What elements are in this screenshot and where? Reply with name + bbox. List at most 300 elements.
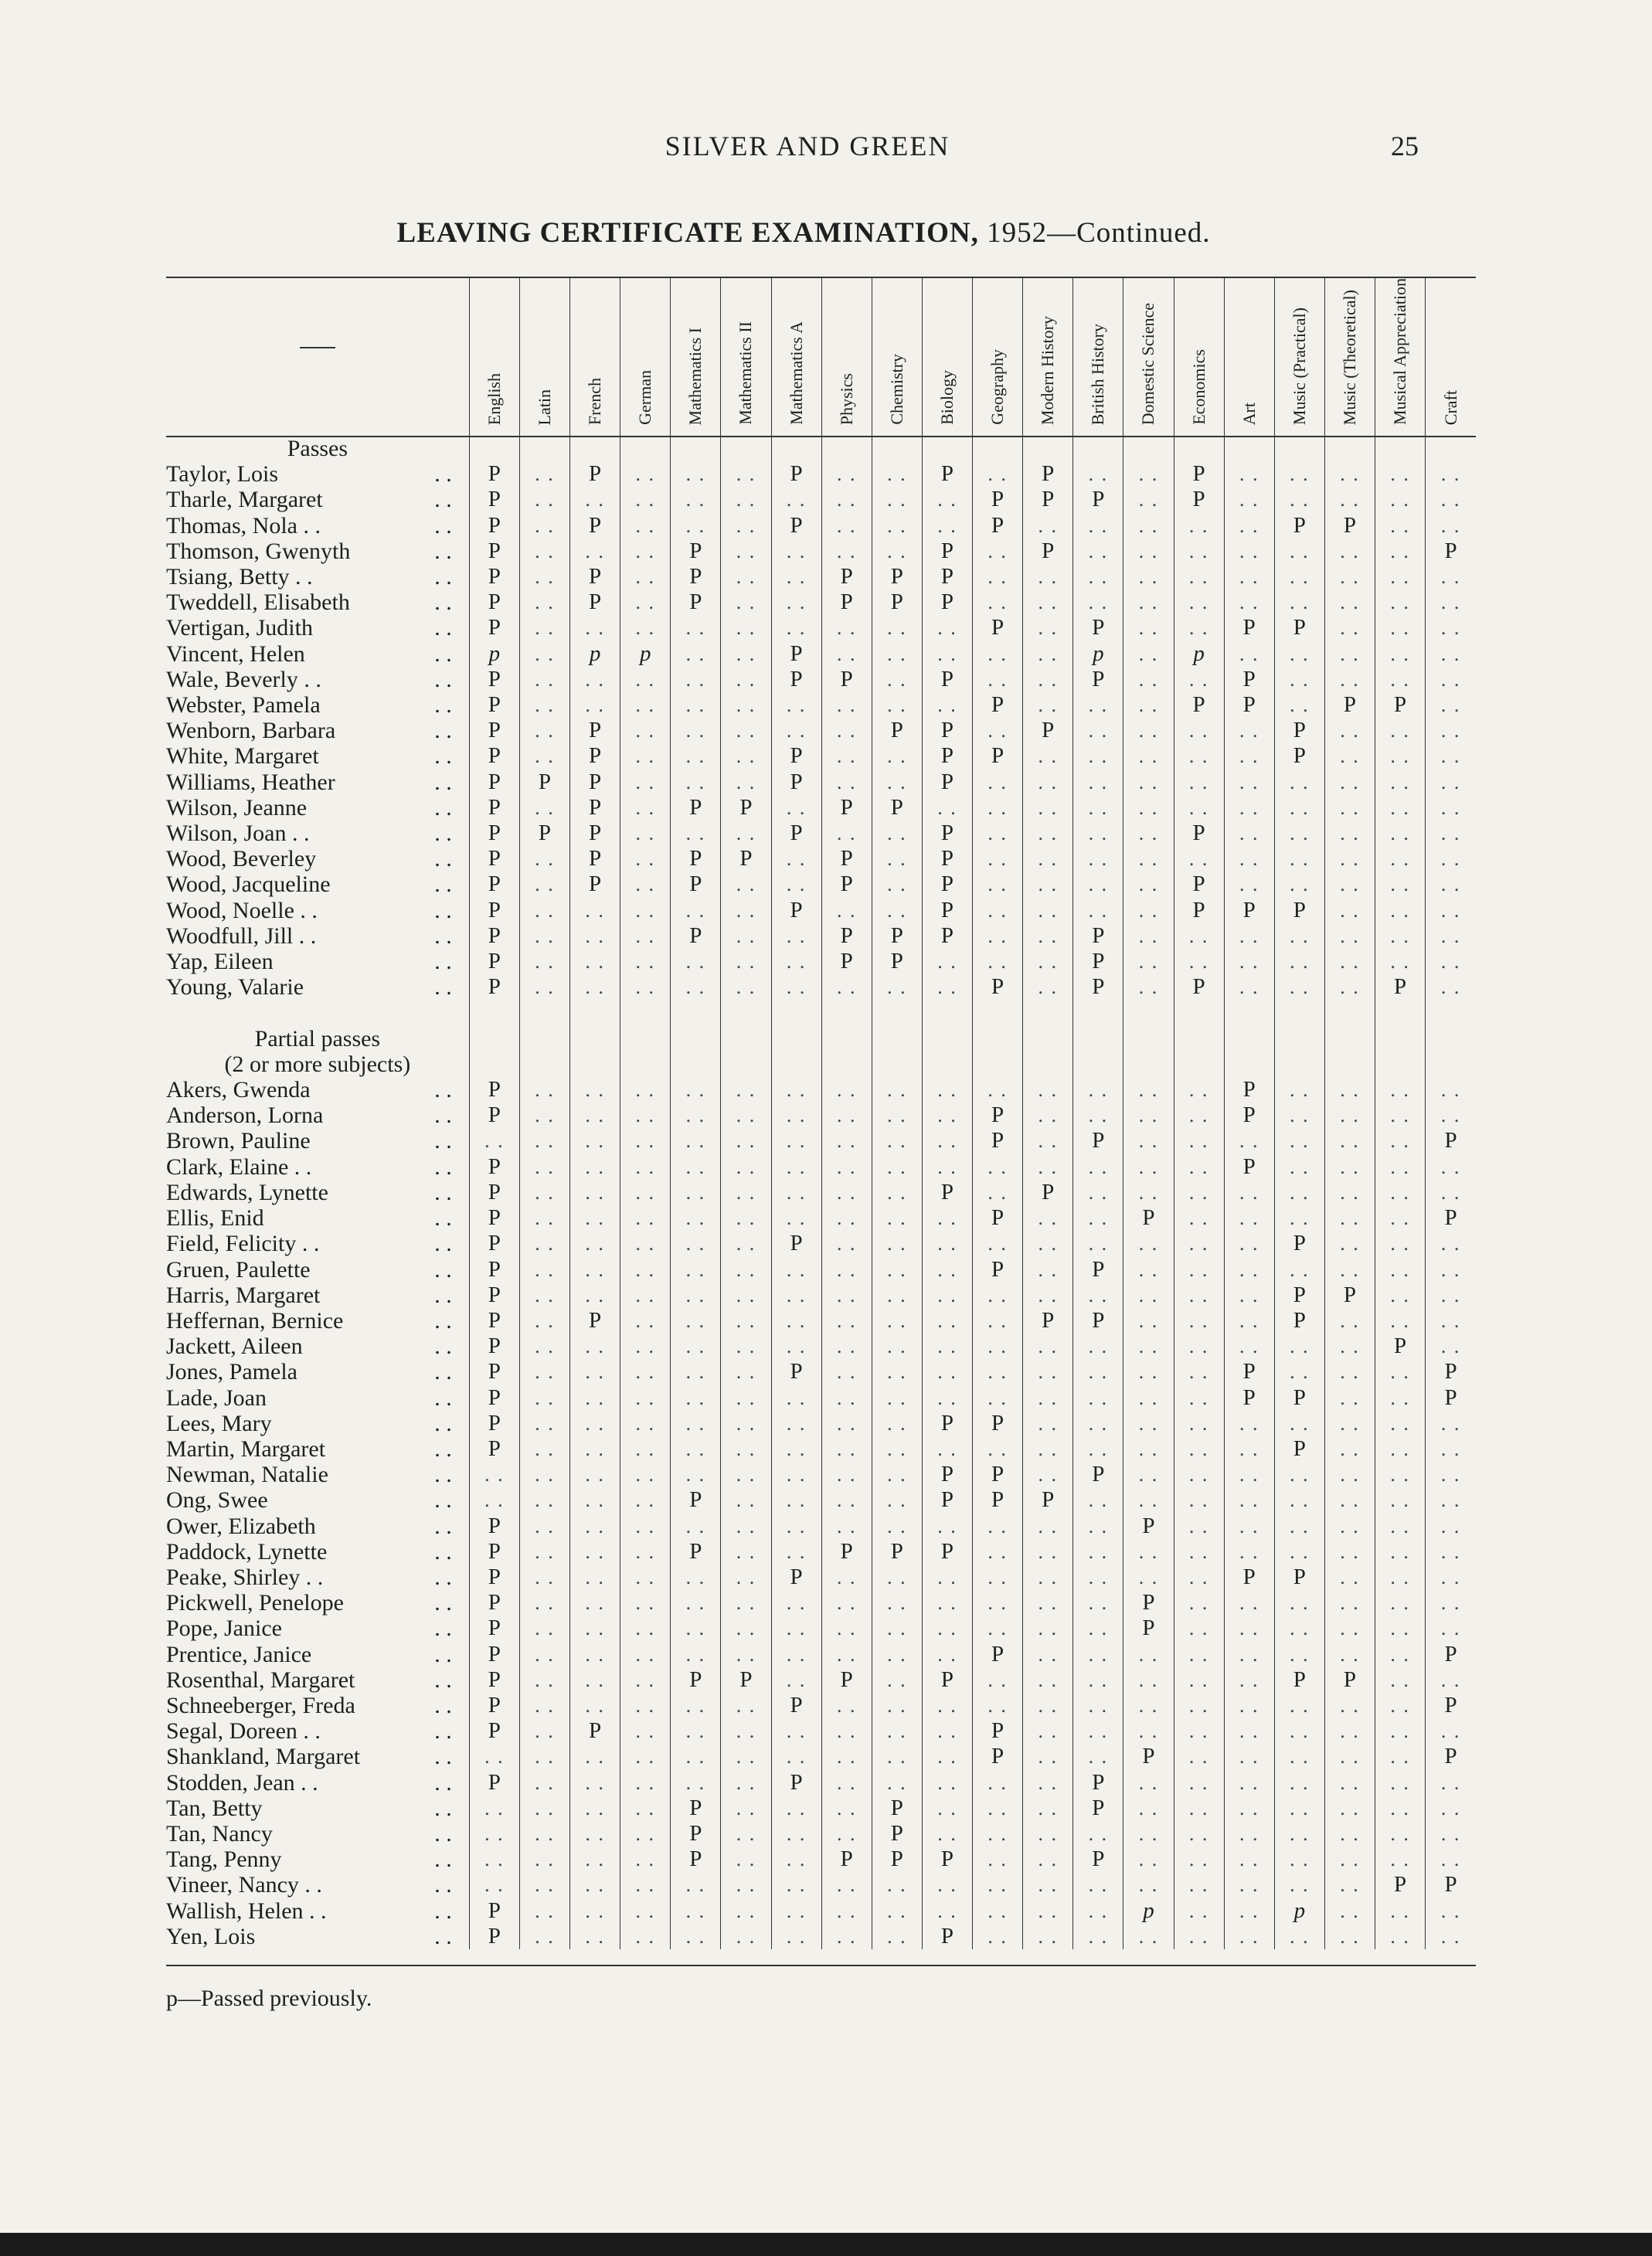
empty-leader: . . [685, 1617, 706, 1640]
result-cell [469, 1128, 519, 1153]
student-name: Ellis, Enid [166, 1205, 264, 1232]
pass-mark: P [940, 1179, 953, 1204]
result-cell [1324, 743, 1375, 769]
empty-leader: . . [535, 1565, 555, 1588]
result-cell [973, 743, 1023, 769]
empty-leader: . . [1290, 1207, 1310, 1230]
empty-leader: . . [1290, 1079, 1310, 1102]
empty-leader: . . [836, 1771, 857, 1794]
empty-leader: . . [1188, 1386, 1209, 1409]
result-cell [973, 871, 1023, 897]
result-cell [922, 692, 972, 718]
result-cell [1375, 1796, 1426, 1821]
result-cell [973, 1539, 1023, 1565]
result-cell [469, 1154, 519, 1180]
empty-leader: . . [635, 566, 655, 589]
empty-leader: . . [535, 1694, 555, 1717]
empty-leader: . . [1088, 1822, 1109, 1845]
scan-edge [0, 2233, 1652, 2256]
result-cell [519, 564, 569, 589]
result-cell [620, 1487, 671, 1513]
result-cell [1274, 1565, 1324, 1590]
empty-leader: . . [937, 1361, 957, 1384]
student-name: Segal, Doreen . . [166, 1718, 321, 1745]
empty-leader: . . [1390, 642, 1410, 665]
empty-leader: . . [1038, 1335, 1058, 1358]
name-leader: . . [434, 718, 452, 744]
result-cell [1123, 795, 1174, 821]
empty-leader: . . [786, 796, 807, 819]
subject-header [721, 277, 771, 436]
page-number: 25 [1391, 131, 1419, 161]
result-cell [922, 1616, 972, 1641]
empty-leader: . . [1390, 1745, 1410, 1768]
result-cell [1324, 1231, 1375, 1256]
results-table-container [166, 277, 1476, 1976]
empty-leader: . . [937, 617, 957, 640]
result-cell [570, 1693, 620, 1718]
result-cell [1174, 1693, 1224, 1718]
subject-label: Chemistry [886, 354, 906, 425]
pass-mark: P [840, 794, 853, 820]
student-name: Tharle, Margaret [166, 487, 323, 513]
result-cell [469, 898, 519, 923]
result-cell [1224, 1334, 1274, 1359]
result-cell [821, 1693, 872, 1718]
empty-leader: . . [836, 1437, 857, 1460]
empty-leader: . . [535, 642, 555, 665]
result-cell [1023, 1103, 1073, 1128]
empty-leader: . . [1138, 539, 1159, 562]
result-cell [1123, 1334, 1174, 1359]
result-cell [872, 1514, 922, 1539]
result-cell [922, 1462, 972, 1487]
empty-leader: . . [786, 1925, 807, 1948]
result-cell [1375, 923, 1426, 949]
empty-leader: . . [1340, 976, 1360, 999]
result-cell [1123, 1821, 1174, 1847]
result-cell [1426, 1796, 1476, 1821]
empty-leader: . . [1138, 1463, 1159, 1486]
empty-leader: . . [987, 591, 1008, 614]
empty-leader: . . [736, 1335, 756, 1358]
result-cell [973, 846, 1023, 871]
pass-mark: P [1293, 615, 1306, 640]
student-name: Tan, Betty [166, 1795, 263, 1821]
result-cell [620, 1411, 671, 1436]
result-cell [1224, 1898, 1274, 1924]
empty-leader: . . [887, 617, 907, 640]
result-cell [570, 1744, 620, 1769]
result-cell [1324, 1898, 1375, 1924]
empty-leader: . . [1239, 1745, 1259, 1768]
result-cell [1174, 1128, 1224, 1153]
empty-leader: . . [937, 1079, 957, 1102]
result-cell [570, 718, 620, 743]
empty-leader: . . [685, 1592, 706, 1615]
result-cell [1324, 1821, 1375, 1847]
pass-mark: P [991, 1410, 1004, 1435]
empty-leader: . . [836, 899, 857, 922]
empty-leader: . . [1290, 1514, 1310, 1537]
result-cell [1324, 641, 1375, 667]
result-cell [570, 1436, 620, 1462]
result-cell [1375, 1642, 1426, 1667]
result-cell [1274, 487, 1324, 512]
name-column-header [166, 277, 469, 436]
result-cell [1324, 949, 1375, 974]
empty-leader: . . [484, 1848, 505, 1871]
student-name: Brown, Pauline [166, 1128, 311, 1154]
empty-leader: . . [987, 1079, 1008, 1102]
result-cell [570, 1924, 620, 1949]
result-cell [821, 1154, 872, 1180]
result-cell [570, 1616, 620, 1641]
empty-leader: . . [1188, 1079, 1209, 1102]
empty-leader: . . [1038, 1155, 1058, 1178]
empty-leader: . . [1340, 1514, 1360, 1537]
result-cell [1224, 1744, 1274, 1769]
result-cell [1123, 1744, 1174, 1769]
result-cell [1123, 1718, 1174, 1744]
result-cell [570, 1308, 620, 1334]
result-cell [1174, 1796, 1224, 1821]
result-cell [973, 1924, 1023, 1949]
empty-leader: . . [585, 899, 605, 922]
empty-leader: . . [1290, 1694, 1310, 1717]
empty-leader: . . [685, 1335, 706, 1358]
result-cell [1073, 1359, 1123, 1385]
student-name: Field, Felicity . . [166, 1231, 320, 1257]
pass-mark: P [840, 949, 853, 974]
result-cell [1274, 1283, 1324, 1308]
student-name: Wilson, Joan . . [166, 821, 310, 847]
empty-leader: . . [585, 1668, 605, 1691]
result-cell [519, 974, 569, 1000]
result-cell [620, 1462, 671, 1487]
empty-leader: . . [1440, 1489, 1461, 1512]
result-cell [671, 692, 721, 718]
result-cell [1426, 1718, 1476, 1744]
result-cell [1123, 564, 1174, 589]
subject-label: Musical Appreciation [1390, 277, 1410, 425]
result-cell [872, 1334, 922, 1359]
empty-leader: . . [1188, 1643, 1209, 1666]
empty-leader: . . [1138, 488, 1159, 511]
empty-leader: . . [937, 950, 957, 973]
empty-leader: . . [1340, 1720, 1360, 1743]
student-name-cell [166, 1385, 469, 1411]
empty-leader: . . [1390, 566, 1410, 589]
empty-leader: . . [887, 1874, 907, 1897]
result-cell [1073, 1334, 1123, 1359]
result-cell [1023, 1770, 1073, 1796]
result-cell [1123, 1616, 1174, 1641]
subject-header [1123, 277, 1174, 436]
pass-mark: P [1192, 871, 1205, 897]
result-cell [1274, 1128, 1324, 1153]
empty-leader: . . [685, 1079, 706, 1102]
result-cell [1073, 1565, 1123, 1590]
pass-mark: P [1444, 1385, 1457, 1410]
empty-leader: . . [1088, 1079, 1109, 1102]
pass-mark: P [1242, 692, 1256, 718]
result-cell [1426, 1693, 1476, 1718]
result-cell [1375, 1257, 1426, 1283]
pass-mark: P [991, 1462, 1004, 1487]
pass-mark: P [1293, 512, 1306, 538]
empty-leader: . . [1440, 976, 1461, 999]
empty-leader: . . [1239, 770, 1259, 793]
empty-leader: . . [1088, 1565, 1109, 1588]
result-cell [1174, 1924, 1224, 1949]
empty-leader: . . [1440, 668, 1461, 691]
result-cell [1023, 513, 1073, 539]
empty-leader: . . [786, 1155, 807, 1178]
result-cell [1073, 795, 1123, 821]
name-leader: . . [434, 666, 452, 692]
empty-leader: . . [1138, 1079, 1159, 1102]
empty-leader: . . [1340, 1412, 1360, 1435]
result-cell [519, 1924, 569, 1949]
empty-leader: . . [535, 1232, 555, 1255]
name-leader: . . [434, 487, 452, 513]
result-cell [1274, 923, 1324, 949]
result-cell [1023, 615, 1073, 640]
pass-mark: P [840, 871, 853, 897]
result-cell [1023, 1308, 1073, 1334]
empty-leader: . . [635, 770, 655, 793]
result-cell [1375, 1487, 1426, 1513]
result-cell [469, 513, 519, 539]
student-name-cell [166, 795, 469, 821]
empty-leader: . . [1440, 1592, 1461, 1615]
result-cell [771, 1821, 821, 1847]
empty-leader: . . [1340, 539, 1360, 562]
empty-leader: . . [937, 1899, 957, 1922]
empty-leader: . . [1440, 514, 1461, 537]
pass-mark: P [488, 1769, 501, 1795]
name-leader: . . [434, 1487, 452, 1514]
result-cell [620, 1205, 671, 1231]
result-cell [570, 1205, 620, 1231]
result-cell [1023, 1539, 1073, 1565]
result-cell [1324, 1847, 1375, 1872]
result-cell [1174, 1077, 1224, 1103]
result-cell [721, 1796, 771, 1821]
result-cell [1224, 949, 1274, 974]
empty-leader: . . [1390, 1565, 1410, 1588]
student-name-cell [166, 1103, 469, 1128]
empty-leader: . . [535, 668, 555, 691]
empty-leader: . . [635, 950, 655, 973]
result-cell [1426, 1128, 1476, 1153]
student-name: Schneeberger, Freda [166, 1692, 355, 1718]
empty-leader: . . [836, 770, 857, 793]
result-cell [1274, 1411, 1324, 1436]
result-cell [570, 846, 620, 871]
result-cell [519, 1514, 569, 1539]
empty-leader: . . [685, 488, 706, 511]
empty-leader: . . [1138, 1258, 1159, 1281]
result-cell [872, 461, 922, 487]
pass-mark: P [1444, 1128, 1457, 1153]
result-cell [771, 1103, 821, 1128]
subject-label: Mathematics A [786, 321, 806, 425]
result-cell [620, 461, 671, 487]
empty-leader: . . [1239, 463, 1259, 486]
result-cell [721, 1462, 771, 1487]
result-cell [671, 1616, 721, 1641]
result-cell [1324, 1257, 1375, 1283]
empty-leader: . . [1138, 1283, 1159, 1306]
empty-leader: . . [1038, 642, 1058, 665]
empty-leader: . . [887, 1617, 907, 1640]
name-leader: . . [434, 1307, 452, 1334]
empty-leader: . . [1390, 770, 1410, 793]
result-cell [1123, 615, 1174, 640]
empty-leader: . . [1340, 1309, 1360, 1332]
pass-mark: P [940, 871, 953, 897]
result-cell [519, 1872, 569, 1898]
result-cell [1375, 1077, 1426, 1103]
pass-mark: P [488, 922, 501, 948]
result-cell [1375, 1154, 1426, 1180]
pass-mark: P [689, 538, 702, 563]
empty-leader: . . [535, 1643, 555, 1666]
student-row [166, 1180, 1476, 1205]
empty-leader: . . [685, 1437, 706, 1460]
name-leader: . . [434, 1641, 452, 1667]
empty-leader: . . [1239, 1848, 1259, 1871]
result-cell [771, 1693, 821, 1718]
empty-leader: . . [1038, 1104, 1058, 1127]
result-cell [570, 564, 620, 589]
empty-leader: . . [786, 1617, 807, 1640]
empty-leader: . . [1390, 1079, 1410, 1102]
result-cell [570, 1718, 620, 1744]
empty-leader: . . [1138, 976, 1159, 999]
student-name: Lade, Joan [166, 1385, 267, 1411]
empty-leader: . . [1340, 617, 1360, 640]
result-cell [973, 589, 1023, 615]
result-cell [469, 1847, 519, 1872]
result-cell [671, 1257, 721, 1283]
result-cell [872, 641, 922, 667]
result-cell [620, 692, 671, 718]
result-cell [620, 1718, 671, 1744]
result-cell [721, 513, 771, 539]
result-cell [973, 1154, 1023, 1180]
result-cell [1426, 1565, 1476, 1590]
result-cell [1123, 846, 1174, 871]
result-cell [519, 1642, 569, 1667]
result-cell [671, 1565, 721, 1590]
empty-leader: . . [836, 822, 857, 845]
result-cell [469, 1872, 519, 1898]
empty-leader: . . [1088, 1361, 1109, 1384]
subject-header [1324, 277, 1375, 436]
empty-leader: . . [1440, 1771, 1461, 1794]
empty-leader: . . [836, 1232, 857, 1255]
result-cell [1023, 1796, 1073, 1821]
empty-leader: . . [1188, 1617, 1209, 1640]
result-cell [771, 1257, 821, 1283]
result-cell [1023, 487, 1073, 512]
empty-leader: . . [736, 1771, 756, 1794]
empty-leader: . . [1440, 822, 1461, 845]
subject-label: British History [1088, 323, 1108, 425]
result-cell [1073, 1718, 1123, 1744]
result-cell [519, 743, 569, 769]
result-cell [872, 949, 922, 974]
empty-leader: . . [1038, 1232, 1058, 1255]
empty-leader: . . [736, 617, 756, 640]
pass-mark: P [790, 512, 803, 538]
result-cell [1274, 1590, 1324, 1616]
empty-leader: . . [585, 1771, 605, 1794]
student-name-cell [166, 1487, 469, 1513]
result-cell [771, 1847, 821, 1872]
student-name: Tweddell, Elisabeth [166, 589, 350, 616]
empty-leader: . . [887, 514, 907, 537]
result-cell [519, 1898, 569, 1924]
result-cell [1123, 770, 1174, 795]
student-name-cell [166, 821, 469, 846]
empty-leader: . . [1440, 1232, 1461, 1255]
result-cell [570, 1077, 620, 1103]
result-cell [570, 1872, 620, 1898]
empty-leader: . . [786, 1283, 807, 1306]
result-cell [1073, 846, 1123, 871]
empty-leader: . . [1038, 694, 1058, 717]
result-cell [1324, 1487, 1375, 1513]
empty-leader: . . [685, 1412, 706, 1435]
pass-mark: P [940, 461, 953, 487]
empty-leader: . . [987, 1565, 1008, 1588]
result-cell [721, 1821, 771, 1847]
name-leader: . . [434, 1847, 452, 1873]
subject-header [973, 277, 1023, 436]
empty-leader: . . [836, 1822, 857, 1845]
student-row [166, 513, 1476, 539]
name-leader: . . [434, 589, 452, 616]
result-cell [1375, 1205, 1426, 1231]
result-cell [519, 1796, 569, 1821]
result-cell [922, 1821, 972, 1847]
empty-leader: . . [1340, 463, 1360, 486]
pass-mark: P [488, 1359, 501, 1385]
empty-leader: . . [585, 1437, 605, 1460]
result-cell [872, 770, 922, 795]
result-cell [469, 1103, 519, 1128]
pass-mark: P [790, 821, 803, 846]
result-cell [671, 1539, 721, 1565]
empty-leader: . . [836, 463, 857, 486]
result-cell [973, 923, 1023, 949]
student-name: Jackett, Aileen [166, 1334, 303, 1360]
name-leader: . . [434, 1435, 452, 1462]
student-row [166, 846, 1476, 871]
empty-leader: . . [1340, 642, 1360, 665]
result-cell [1073, 667, 1123, 692]
empty-leader: . . [1088, 848, 1109, 871]
pass-mark: P [1192, 487, 1205, 512]
result-cell [1174, 1718, 1224, 1744]
empty-leader: . . [786, 1079, 807, 1102]
result-cell [620, 1385, 671, 1411]
empty-leader: . . [535, 1771, 555, 1794]
